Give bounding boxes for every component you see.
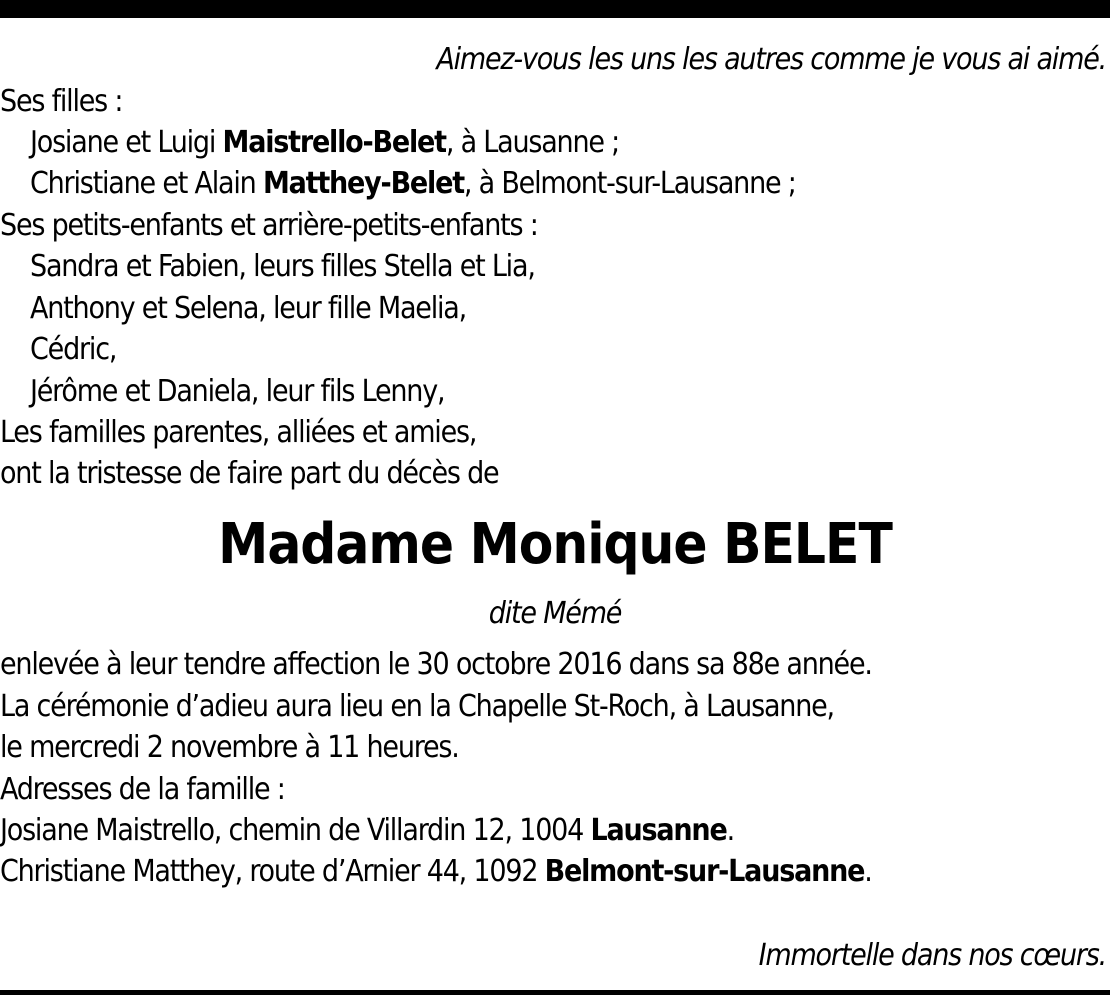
announcement-line: ont la tristesse de faire part du décès de [0, 456, 499, 491]
grandchild-line: Sandra et Fabien, leurs filles Stella et Lia, [30, 249, 535, 284]
daughters-heading: Ses filles : [0, 84, 123, 119]
deceased-nickname: dite Mémé [488, 596, 622, 631]
daughter-2-surname: Matthey-Belet [262, 166, 464, 201]
daughter-1-place: , à Lausanne ; [445, 125, 620, 160]
deceased-name: Madame Monique BELET [218, 512, 892, 577]
epigraph: Aimez-vous les uns les autres comme je vous ai aimé. [436, 42, 1106, 77]
daughter-1-surname: Maistrello-Belet [222, 125, 446, 160]
address-line-1 [0, 811, 734, 851]
grandchildren-heading: Ses petits-enfants et arrière-petits-enfants : [0, 208, 538, 243]
address-2-city: Belmont-sur-Lausanne [544, 854, 865, 889]
daughter-line-2 [30, 164, 796, 204]
body-line: La cérémonie d’adieu aura lieu en la Chapelle St-Roch, à Lausanne, [0, 689, 834, 724]
address-1-text: Josiane Maistrello, chemin de Villardin 12, 1004 [0, 813, 591, 848]
top-rule [0, 0, 1110, 18]
families-line: Les familles parentes, alliées et amies, [0, 415, 477, 450]
daughter-2-place: , à Belmont-sur-Lausanne ; [463, 166, 796, 201]
address-2-period: . [864, 854, 872, 889]
daughter-1-names: Josiane et Luigi [30, 125, 223, 160]
closing-line: Immortelle dans nos cœurs. [758, 938, 1106, 973]
body-line: enlevée à leur tendre affection le 30 octobre 2016 dans sa 88e année. [0, 647, 872, 682]
addresses-heading: Adresses de la famille : [0, 772, 285, 807]
address-1-period: . [726, 813, 734, 848]
daughter-line-1 [30, 123, 619, 163]
grandchild-line: Anthony et Selena, leur fille Maelia, [30, 291, 467, 326]
bottom-rule [0, 990, 1110, 995]
body-line: le mercredi 2 novembre à 11 heures. [0, 730, 459, 765]
address-1-city: Lausanne [590, 813, 727, 848]
daughter-2-names: Christiane et Alain [30, 166, 263, 201]
address-2-text: Christiane Matthey, route d’Arnier 44, 1092 [0, 854, 545, 889]
grandchild-line: Cédric, [30, 332, 117, 367]
address-line-2 [0, 852, 872, 892]
grandchild-line: Jérôme et Daniela, leur fils Lenny, [30, 374, 445, 409]
